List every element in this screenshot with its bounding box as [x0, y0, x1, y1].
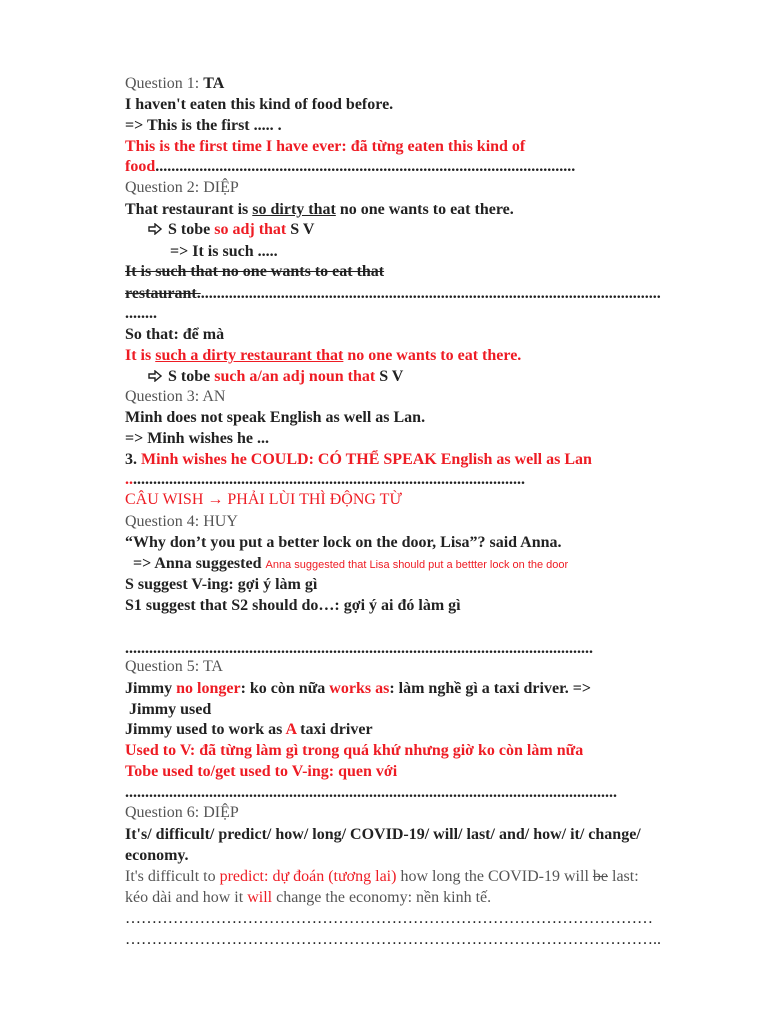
- q4-answer: Anna suggested that Lisa should put a bettter lock on the door: [265, 559, 569, 571]
- q2-rule2-part: S tobe: [168, 368, 215, 385]
- q5-answer-part: Jimmy used to work as: [125, 721, 286, 738]
- q5-prompt: Jimmy used: [129, 701, 212, 718]
- q2-label: Question 2:: [125, 179, 204, 196]
- q5-answer-red: A: [285, 721, 297, 738]
- q3-label: Question 3:: [125, 388, 203, 405]
- q6-ellipsis-line1: ………………………………………………………………………………………: [125, 910, 653, 927]
- q5-rule2: Tobe used to/get used to V-ing: quen với: [125, 763, 398, 780]
- q3-rule-part: PHẢI LÙI THÌ ĐỘNG TỪ: [223, 491, 402, 508]
- q4-label: Question 4:: [125, 513, 204, 530]
- right-arrow-icon: →: [207, 491, 224, 508]
- q4-rule2: S1 suggest that S2 should do…: gợi ý ai đó làm gì: [125, 597, 461, 614]
- q5-sentence-red: no longer: [176, 680, 241, 697]
- q2-struck-line1: It is such that no one wants to eat that: [125, 263, 385, 280]
- q2-struck-line2: [125, 284, 661, 304]
- q5-sentence-red: works as: [329, 680, 390, 697]
- q4-name: HUY: [203, 513, 238, 530]
- q6-sentence-line1: It's/ difficult/ predict/ how/ long/ COVID-19/ will/ last/ and/ how/ it/ change/: [125, 826, 641, 843]
- q6-answer-part: last:: [608, 868, 639, 885]
- q6-answer-line2: [125, 888, 491, 908]
- q2-answer-underlined: such a dirty restaurant that: [155, 347, 344, 364]
- q2-answer-part: It is: [125, 347, 156, 364]
- q2-dots: ...................................................................................................................: [200, 285, 661, 302]
- q1-heading: [125, 74, 224, 94]
- q6-answer-line1: [125, 867, 639, 887]
- q5-sentence: [125, 679, 591, 699]
- q6-answer-part: It's difficult to: [125, 868, 220, 885]
- q2-rule2-part: S V: [375, 368, 404, 385]
- q6-answer-red: predict: dự đoán (tương lai): [219, 868, 397, 885]
- q2-prompt: => It is such .....: [170, 243, 278, 260]
- q5-heading: [125, 657, 223, 677]
- q5-answer-part: taxi driver: [296, 721, 373, 738]
- q6-answer-struck: be: [592, 868, 608, 885]
- q3-prompt: => Minh wishes he ...: [125, 430, 270, 447]
- q2-name: DIỆP: [203, 179, 239, 196]
- q2-rule1-part: S V: [286, 221, 315, 238]
- q2-sentence-part: That restaurant is: [125, 201, 253, 218]
- q3-rule-part: CÂU WISH: [125, 491, 208, 508]
- q1-dots: .........................................................................................................: [155, 158, 576, 175]
- q3-rule: [125, 490, 402, 510]
- q4-dots: .....................................................................................................................: [125, 640, 593, 657]
- q2-struck-word: restaurant.: [125, 285, 201, 302]
- q4-heading: [125, 512, 238, 532]
- q2-sentence-underlined: so dirty that: [252, 201, 336, 218]
- q5-name: TA: [202, 658, 223, 675]
- q5-sentence-part: : ko còn nữa: [240, 680, 330, 697]
- q1-sentence: I haven't eaten this kind of food before.: [125, 96, 394, 113]
- q3-dots-line: [125, 470, 525, 490]
- q2-sentence-part: no one wants to eat there.: [335, 201, 514, 218]
- q6-answer-part: how long the COVID-19 will: [396, 868, 593, 885]
- q5-sentence-part: Jimmy: [125, 680, 177, 697]
- q6-ellipsis-line2: ………………………………………………………………………………………..: [125, 931, 661, 948]
- q5-rule1: Used to V: đã từng làm gì trong quá khứ nhưng giờ ko còn làm nữa: [125, 742, 584, 759]
- q1-answer-line2: [125, 157, 575, 177]
- q5-answer: [125, 720, 373, 740]
- q5-label: Question 5:: [125, 658, 203, 675]
- q2-rule1-part: S tobe: [168, 221, 215, 238]
- q3-sentence: Minh does not speak English as well as Lan.: [125, 409, 426, 426]
- q4-prompt: [133, 554, 568, 575]
- q1-answer-line1: This is the first time I have ever: đã từng eaten this kind of: [125, 138, 526, 155]
- q3-answer-text: Minh wishes he COULD: CÓ THỂ SPEAK English as well as Lan: [141, 451, 592, 468]
- q1-name: TA: [203, 75, 225, 92]
- q3-dots: ..................................................................................................: [133, 471, 525, 488]
- q4-sentence: “Why don’t you put a better lock on the door, Lisa”? said Anna.: [125, 534, 562, 551]
- q2-rule1-red: so adj that: [214, 221, 287, 238]
- q2-answer: [125, 346, 521, 366]
- q2-dots-short: ........: [125, 305, 157, 322]
- q3-heading: [125, 387, 225, 407]
- q2-answer-part: no one wants to eat there.: [343, 347, 522, 364]
- q3-number: 3.: [125, 451, 141, 468]
- q2-rule2: [148, 367, 403, 387]
- q3-name: AN: [202, 388, 226, 405]
- q4-prompt-text: => Anna suggested: [133, 555, 266, 572]
- q2-sentence: [125, 200, 514, 220]
- q2-rule2-red: such a/an adj noun that: [214, 368, 376, 385]
- q4-rule1: S suggest V-ing: gợi ý làm gì: [125, 576, 318, 593]
- q6-name: DIỆP: [203, 804, 239, 821]
- q6-label: Question 6:: [125, 804, 204, 821]
- q3-answer: [125, 450, 592, 470]
- q1-label: Question 1:: [125, 75, 204, 92]
- q6-answer-red: will: [247, 889, 273, 906]
- q2-rule1: [148, 220, 314, 240]
- q6-answer-part: change the economy: nền kinh tế.: [272, 889, 492, 906]
- q5-sentence-part: : làm nghề gì a taxi driver. =>: [389, 680, 591, 697]
- q6-sentence-line2: economy.: [125, 847, 189, 864]
- q2-heading: [125, 178, 239, 198]
- q1-prompt: => This is the first ..... .: [125, 117, 282, 134]
- q3-dots-red: ..: [125, 471, 133, 488]
- q5-dots: ...........................................................................................................................: [125, 784, 617, 801]
- q6-answer-part: kéo dài and how it: [125, 889, 248, 906]
- q1-answer-word: food: [125, 158, 156, 175]
- q6-heading: [125, 803, 239, 823]
- q2-note: So that: để mà: [125, 326, 225, 343]
- hollow-arrow-icon: [148, 220, 168, 240]
- hollow-arrow-icon: [148, 367, 168, 387]
